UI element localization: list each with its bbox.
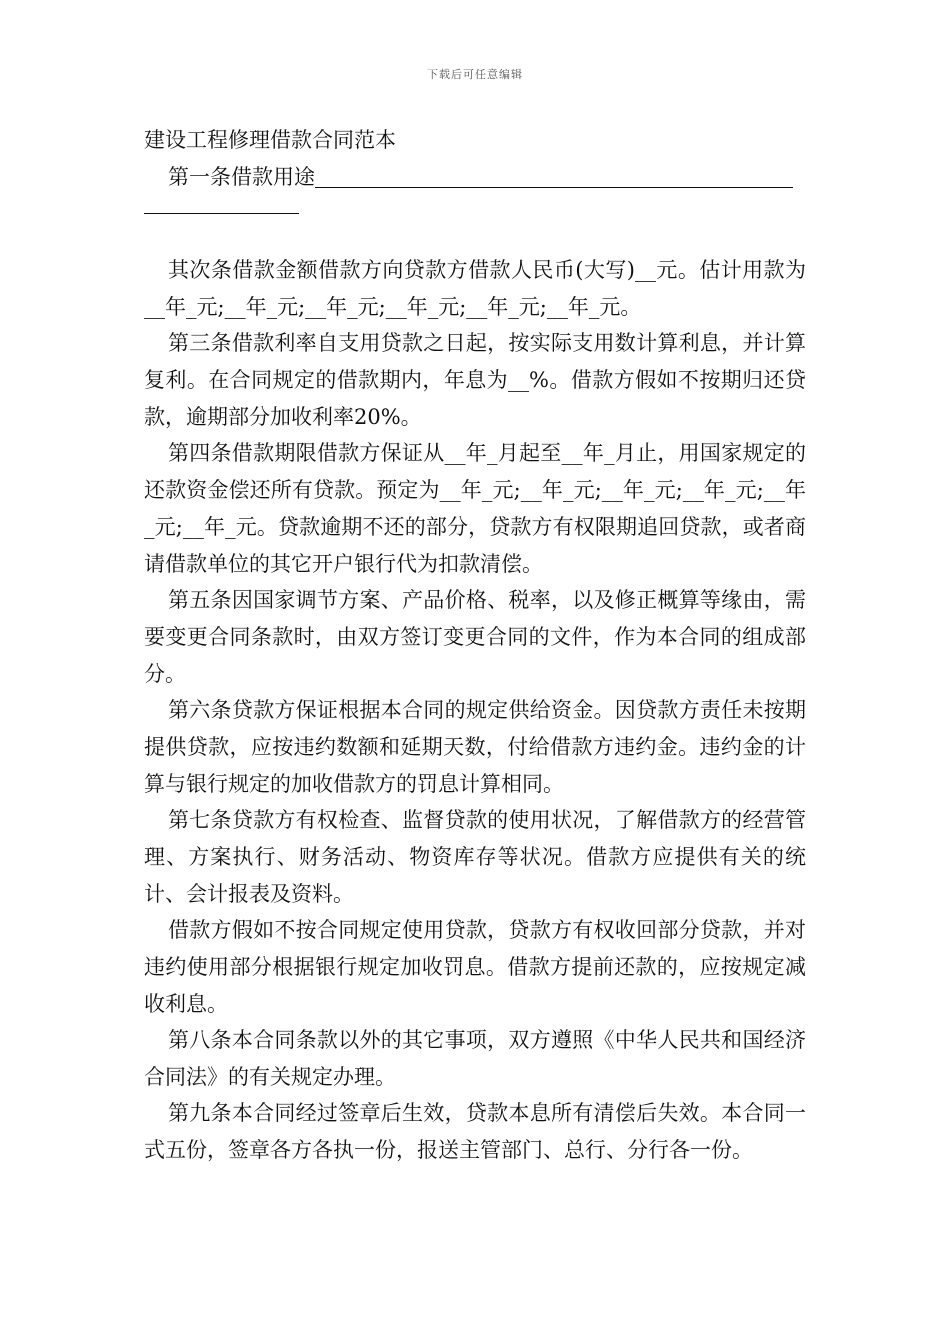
clause-4: 第四条借款期限借款方保证从__年_月起至__年_月止，用国家规定的还款资金偿还所有贷款。预定为__年_元;__年_元;__年_元;__年_元;__年_元;__年_元。贷款逾期不还的部分，贷款方有权限期追回贷款，或者商请借款单位的其它开户银行代为扣款清偿。 bbox=[144, 441, 806, 576]
clause-6: 第六条贷款方保证根据本合同的规定供给资金。因贷款方责任未按期提供贷款，应按违约数额和延期天数，付给借款方违约金。违约金的计算与银行规定的加收借款方的罚息计算相同。 bbox=[144, 698, 806, 796]
clause-1-blank-short bbox=[144, 213, 299, 214]
clause-7: 第七条贷款方有权检查、监督贷款的使用状况，了解借款方的经营管理、方案执行、财务活动、物资库存等状况。借款方应提供有关的统计、会计报表及资料。 bbox=[144, 808, 806, 906]
page-header: 下载后可任意编辑 bbox=[427, 68, 523, 81]
document-title: 建设工程修理借款合同范本 bbox=[144, 128, 396, 152]
clause-3: 第三条借款利率自支用贷款之日起，按实际支用数计算利息，并计算复利。在合同规定的借款期内，年息为__%。借款方假如不按期归还贷款，逾期部分加收利率20%。 bbox=[144, 331, 806, 429]
clause-9: 第九条本合同经过签章后生效，贷款本息所有清偿后失效。本合同一式五份，签章各方各执一份，报送主管部门、总行、分行各一份。 bbox=[144, 1101, 806, 1162]
spacer bbox=[144, 232, 806, 252]
document-body bbox=[144, 122, 806, 1168]
clause-2: 其次条借款金额借款方向贷款方借款人民币(大写)__元。估计用款为__年_元;__年_元;__年_元;__年_元;__年_元;__年_元。 bbox=[144, 258, 806, 319]
clause-1 bbox=[144, 159, 806, 196]
clause-5: 第五条因国家调节方案、产品价格、税率，以及修正概算等缘由，需要变更合同条款时，由双方签订变更合同的文件，作为本合同的组成部分。 bbox=[144, 588, 806, 686]
clause-1-label: 第一条借款用途 bbox=[168, 165, 315, 189]
clause-7-continued: 借款方假如不按合同规定使用贷款，贷款方有权收回部分贷款，并对违约使用部分根据银行规定加收罚息。借款方提前还款的，应按规定减收利息。 bbox=[144, 918, 806, 1016]
clause-1-blank bbox=[315, 163, 793, 188]
clause-8: 第八条本合同条款以外的其它事项，双方遵照《中华人民共和国经济合同法》的有关规定办理。 bbox=[144, 1028, 806, 1089]
clause-1-blank-continuation bbox=[144, 195, 806, 232]
